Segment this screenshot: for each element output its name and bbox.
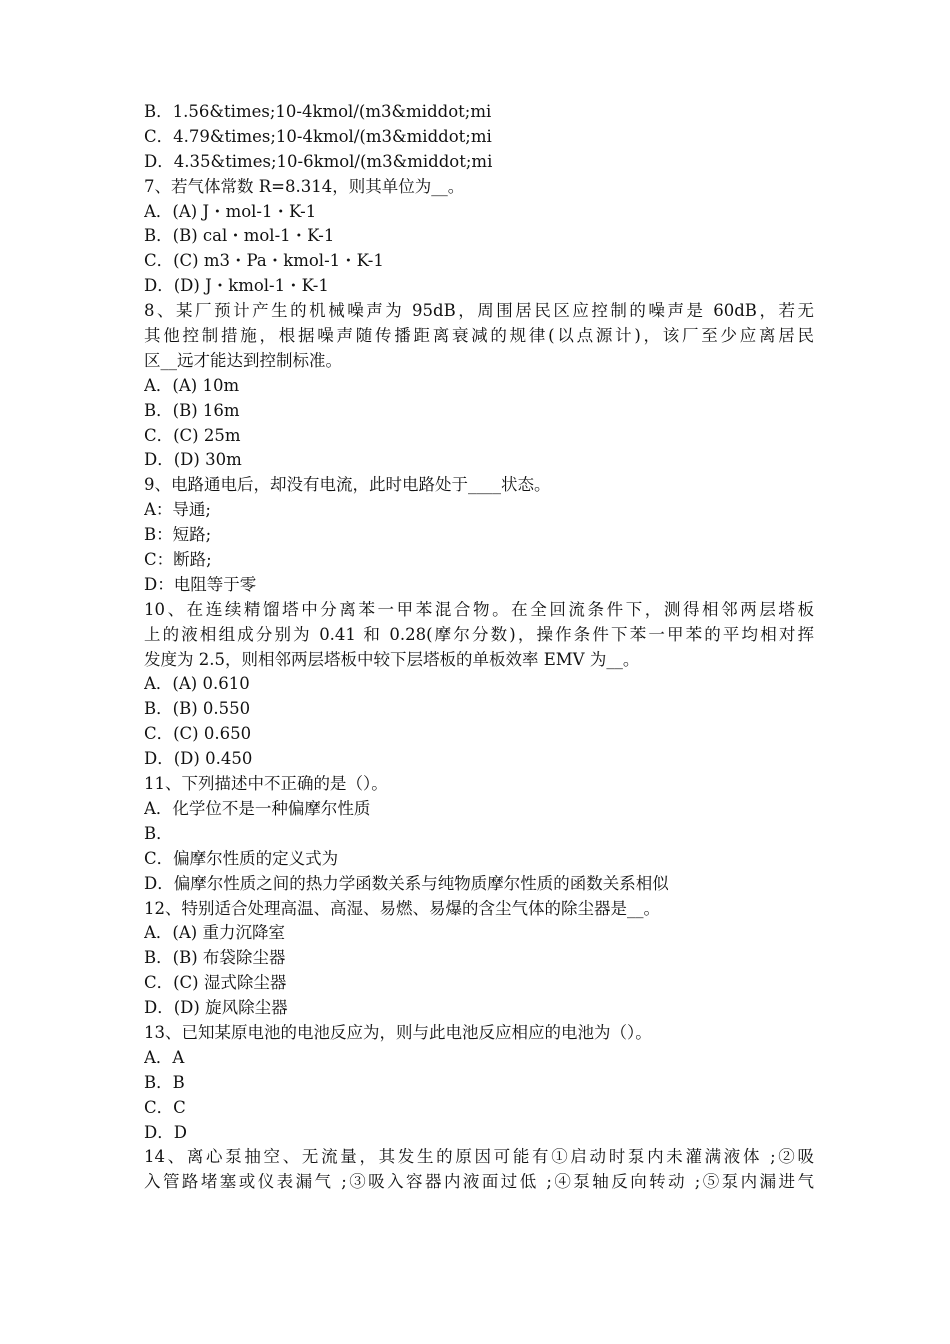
option-line: C．C [144, 1097, 186, 1117]
option-line: D．(D) 0.450 [144, 749, 253, 769]
option-line: D．偏摩尔性质之间的热力学函数关系与纯物质摩尔性质的函数关系相似 [144, 873, 669, 893]
option-line: B．1.56&times;10-4kmol/(m3&middot;mi [144, 102, 492, 121]
option-line: B．B [144, 1072, 185, 1092]
question-line: 区__远才能达到控制标准。 [144, 350, 342, 370]
option-line: B． [144, 823, 173, 843]
question-line: 其他控制措施，根据噪声随传播距离衰减的规律(以点源计)，该厂至少应离居民 [144, 326, 814, 346]
option-line: C．4.79&times;10-4kmol/(m3&middot;mi [144, 126, 492, 146]
option-line: B．(B) 布袋除尘器 [144, 948, 286, 968]
option-line: C：断路; [144, 550, 212, 570]
option-line: D．(D) J・kmol-1・K-1 [144, 276, 329, 296]
option-line: A．(A) J・mol-1・K-1 [144, 201, 317, 221]
option-line: A：导通; [144, 500, 211, 520]
question-line: 入管路堵塞或仪表漏气 ;③吸入容器内液面过低 ;④泵轴反向转动 ;⑤泵内漏进气 [144, 1172, 814, 1192]
option-line: B．(B) 0.550 [144, 699, 251, 719]
question-line: 11、下列描述中不正确的是（）。 [144, 774, 388, 794]
question-line: 10、在连续精馏塔中分离苯一甲苯混合物。在全回流条件下，测得相邻两层塔板 [144, 599, 814, 619]
option-line: A．(A) 0.610 [144, 674, 250, 694]
question-line: 9、电路通电后，却没有电流，此时电路处于____状态。 [144, 475, 551, 495]
question-line: 8、某厂预计产生的机械噪声为 95dB，周围居民区应控制的噪声是 60dB，若无 [144, 301, 814, 321]
option-line: B．(B) 16m [144, 400, 240, 420]
option-line: C．(C) 0.650 [144, 724, 252, 744]
option-line: D：电阻等于零 [144, 574, 257, 594]
option-line: A．(A) 重力沉降室 [144, 923, 285, 943]
option-line: D．(D) 30m [144, 450, 242, 470]
option-line: A．A [144, 1047, 185, 1067]
question-line: 13、已知某原电池的电池反应为，则与此电池反应相应的电池为（）。 [144, 1022, 652, 1042]
option-line: B：短路; [144, 525, 212, 545]
option-line: C．(C) m3・Pa・kmol-1・K-1 [144, 251, 384, 271]
option-line: C．(C) 25m [144, 425, 241, 445]
question-line: 7、若气体常数 R=8.314，则其单位为__。 [144, 176, 465, 196]
option-line: B．(B) cal・mol-1・K-1 [144, 226, 335, 246]
option-line: D．4.35&times;10-6kmol/(m3&middot;mi [144, 151, 493, 171]
question-line: 12、特别适合处理高温、高湿、易燃、易爆的含尘气体的除尘器是__。 [144, 898, 660, 918]
option-line: D．(D) 旋风除尘器 [144, 998, 288, 1018]
option-line: D．D [144, 1122, 187, 1142]
question-line: 14、离心泵抽空、无流量，其发生的原因可能有①启动时泵内未灌满液体 ;②吸 [144, 1147, 814, 1167]
option-line: C．(C) 湿式除尘器 [144, 973, 287, 993]
option-line: A．化学位不是一种偏摩尔性质 [144, 798, 371, 818]
document-page [144, 100, 814, 1195]
question-line: 上的液相组成分别为 0.41 和 0.28(摩尔分数)，操作条件下苯一甲苯的平均相对挥 [144, 624, 814, 644]
question-line: 发度为 2.5，则相邻两层塔板中较下层塔板的单板效率 EMV 为__。 [144, 649, 640, 669]
option-line: A．(A) 10m [144, 375, 240, 395]
option-line: C．偏摩尔性质的定义式为 [144, 848, 339, 868]
